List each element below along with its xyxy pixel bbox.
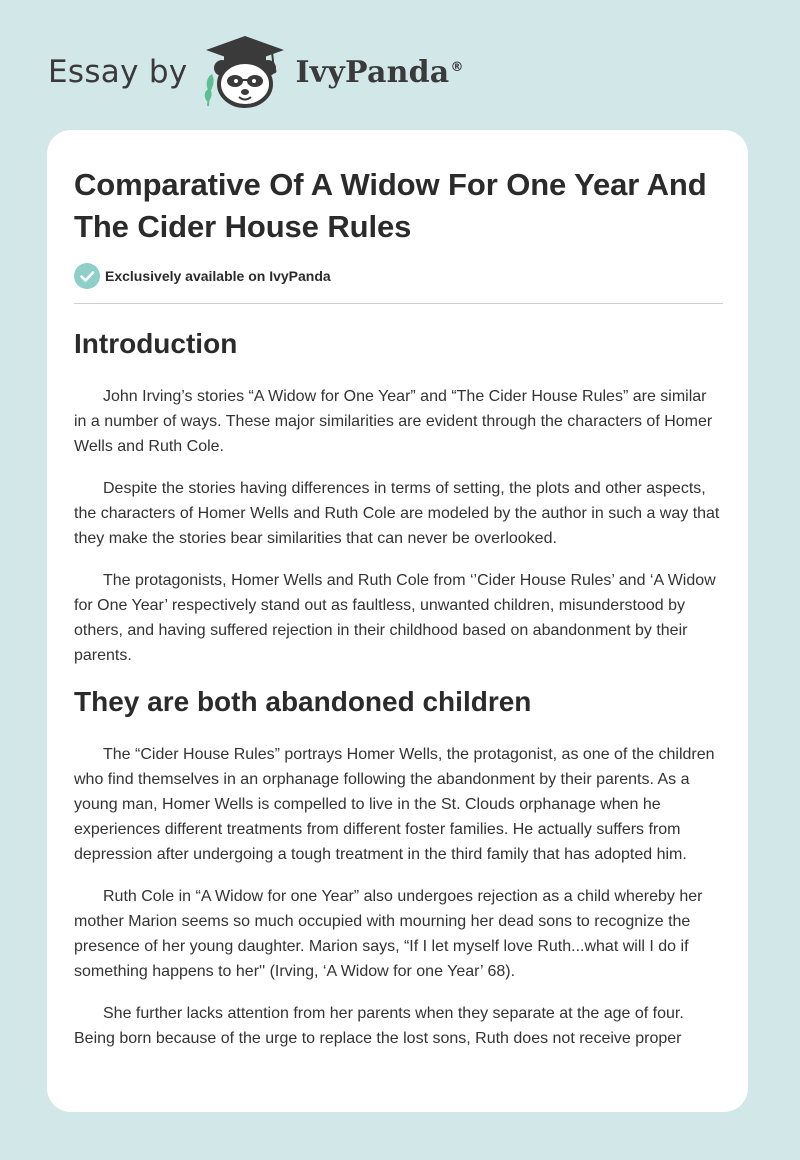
panda-logo-icon [202, 34, 288, 110]
paragraph: The “Cider House Rules” portrays Homer Wells, the protagonist, as one of the children who find themselves in an orphanage following the abandonment by their parents. As a young man, Homer Wells is compelled to live in the St. Clouds orphanage when he experiences different treatments from different foster families. He actually suffers from depression after undergoing a tough treatment in the third family that has adopted him. [74, 746, 715, 863]
paragraph: She further lacks attention from her parents when they separate at the age of four. Being born because of the urge to replace the lost sons, Ruth does not receive proper [74, 1005, 684, 1047]
section-heading-introduction: Introduction [74, 328, 238, 359]
exclusive-label: Exclusively available on IvyPanda [105, 268, 331, 284]
essay-title: Comparative Of A Widow For One Year And The Cider House Rules [74, 167, 707, 244]
paragraph: John Irving’s stories “A Widow for One Year” and “The Cider House Rules” are similar in a number of ways. These major similarities are evident through the characters of Homer Wells and Ruth Cole. [74, 388, 713, 455]
paragraph: Ruth Cole in “A Widow for one Year” also undergoes rejection as a child whereby her mother Marion seems so much occupied with mourning her dead sons to recognize the presence of her young daughter. Marion says, “If I let myself love Ruth...what will I do if something happens to her'' (Irving, ‘A Widow for one Year’ 68). [74, 888, 703, 980]
paragraph: Despite the stories having differences in terms of setting, the plots and other aspects, the characters of Homer Wells and Ruth Cole are modeled by the author in such a way that they make the stories bear similarities that can never be overlooked. [74, 480, 720, 547]
site-header [48, 32, 464, 112]
section-heading-abandoned-children: They are both abandoned children [74, 686, 532, 717]
check-badge-icon [74, 263, 100, 289]
essay-card [47, 130, 748, 1112]
essay-content [74, 164, 723, 1051]
title-divider [74, 303, 723, 304]
paragraph: The protagonists, Homer Wells and Ruth Cole from ‘’Cider House Rules’ and ‘A Widow for One Year’ respectively stand out as faultless, unwanted children, misunderstood by others, and having suffered rejection in their childhood based on abandonment by their parents. [74, 572, 716, 664]
brand-prefix: Essay by [48, 54, 188, 90]
registered-mark: ® [450, 59, 464, 75]
brand-name: IvyPanda® [295, 54, 464, 90]
exclusive-badge [74, 262, 723, 290]
